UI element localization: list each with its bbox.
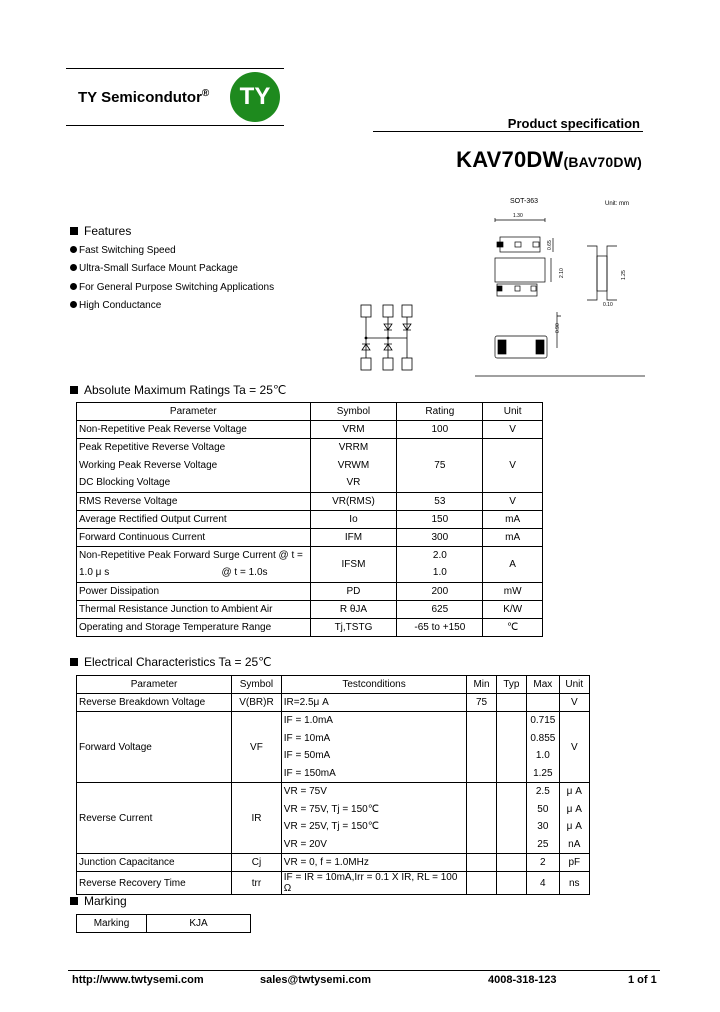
svg-text:0.10: 0.10 — [603, 302, 613, 308]
svg-text:0.90: 0.90 — [555, 323, 561, 333]
footer-line — [68, 970, 660, 971]
abs-max-heading: Absolute Maximum Ratings Ta = 25℃ — [70, 383, 286, 397]
brand-name: TY Semicondutor® — [78, 88, 210, 106]
table-row: Non-Repetitive Peak Forward Surge Current @ t = 1.0 μ s @ t = 1.0s IFSM 2.0 1.0 A — [77, 546, 543, 582]
marking-table — [76, 914, 251, 933]
footer-page: 1 of 1 — [628, 974, 657, 986]
svg-text:2.10: 2.10 — [559, 268, 565, 278]
col-header: Parameter — [77, 403, 311, 421]
unit-label: Unit: mm — [605, 201, 629, 207]
table-header-row: Parameter Symbol Testconditions Min Typ Max Unit — [77, 676, 590, 694]
table-header-row — [77, 403, 543, 421]
svg-text:0.65: 0.65 — [547, 240, 553, 250]
table-row: Thermal Resistance Junction to Ambient Air R θJA 625 K/W — [77, 600, 543, 618]
table-row: Forward Continuous Current IFM 300 mA — [77, 528, 543, 546]
col-header: Symbol — [310, 403, 397, 421]
spec-line — [373, 131, 643, 132]
marking-heading: Marking — [70, 894, 127, 908]
svg-text:1.25: 1.25 — [621, 270, 627, 280]
col-header: Rating — [397, 403, 483, 421]
square-bullet-icon — [70, 658, 78, 666]
feature-item: Ultra-Small Surface Mount Package — [70, 263, 238, 274]
square-bullet-icon — [70, 227, 78, 235]
features-heading: Features — [70, 224, 131, 238]
bullet-icon — [70, 264, 77, 271]
footer-phone: 4008-318-123 — [488, 974, 557, 986]
table-row: Marking KJA — [77, 915, 251, 933]
table-row: Operating and Storage Temperature Range Tj,TSTG -65 to +150 ℃ — [77, 618, 543, 636]
footer-email[interactable]: sales@twtysemi.com — [260, 974, 371, 986]
table-row: RMS Reverse Voltage VR(RMS) 53 V — [77, 492, 543, 510]
table-row: Average Rectified Output Current Io 150 mA — [77, 510, 543, 528]
table-row: Reverse Recovery Time trr IF = IR = 10mA,Irr = 0.1 X IR, RL = 100 Ω 4 ns — [77, 872, 590, 895]
package-label: SOT-363 — [510, 198, 539, 205]
footer-website[interactable]: http://www.twtysemi.com — [72, 974, 204, 986]
col-header: Unit — [483, 403, 543, 421]
square-bullet-icon — [70, 897, 78, 905]
table-row: Forward Voltage VF IF = 1.0mA IF = 10mA IF = 50mA IF = 150mA 0.715 0.855 1.0 1.25 V — [77, 712, 590, 783]
package-drawing — [475, 208, 645, 378]
feature-item: Fast Switching Speed — [70, 245, 176, 256]
table-row: Junction Capacitance Cj VR = 0, f = 1.0MHz 2 pF — [77, 854, 590, 872]
feature-item: High Conductance — [70, 300, 161, 311]
elec-heading: Electrical Characteristics Ta = 25℃ — [70, 655, 272, 669]
header-bottom-line — [66, 125, 284, 126]
abs-max-table — [76, 402, 543, 637]
header-top-line — [66, 68, 284, 69]
bullet-icon — [70, 246, 77, 253]
table-row: Reverse Current IR VR = 75V VR = 75V, Tj = 150℃ VR = 25V, Tj = 150℃ VR = 20V 2.5 50 30 25 μ A μ A μ A nA — [77, 783, 590, 854]
svg-text:1.30: 1.30 — [513, 213, 523, 219]
circuit-schematic — [345, 300, 425, 375]
product-specification: Product specification — [507, 116, 640, 131]
table-row: Peak Repetitive Reverse Voltage Working Peak Reverse Voltage DC Blocking Voltage VRRM VRWM VR 75 V — [77, 439, 543, 493]
feature-item: For General Purpose Switching Applications — [70, 282, 274, 293]
table-row: Non-Repetitive Peak Reverse Voltage VRM 100 V — [77, 421, 543, 439]
part-number-title: KAV70DW(BAV70DW) — [456, 147, 642, 172]
table-row: Power Dissipation PD 200 mW — [77, 582, 543, 600]
bullet-icon — [70, 301, 77, 308]
square-bullet-icon — [70, 386, 78, 394]
bullet-icon — [70, 283, 77, 290]
table-row: Reverse Breakdown Voltage V(BR)R IR=2.5μ A 75 V — [77, 694, 590, 712]
elec-table — [76, 675, 590, 895]
ty-logo: TY — [230, 72, 280, 122]
